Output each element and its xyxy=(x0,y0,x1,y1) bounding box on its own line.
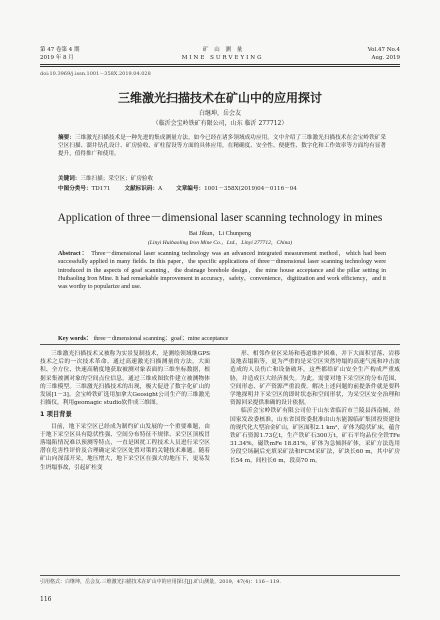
keywords-en-label: Key words： xyxy=(58,336,93,342)
footnote-rule xyxy=(40,575,400,576)
header-rule xyxy=(40,64,400,65)
journal-date: 2019 年 8 月 xyxy=(40,55,74,61)
class-no-label: 中图分类号： xyxy=(58,186,92,192)
article-no-value: 1001－358X(2019)04－0116－04 xyxy=(204,186,297,192)
body-rule xyxy=(40,344,400,345)
right-paragraph-2: 临沂会宝岭铁矿有限公司位于山东省临沂市兰陵县西南倾，经国家发改委核准，山东省国资委批准由山东能源临矿集团投资建设的现代化大型冶金矿山，矿区面积2.1 km²，矿体为隐伏矿床，蕴含铁矿石资源1.73亿t，生产铁矿石300万t，矿石平均品位全铁TFe 31.34%，磁铁mFe 18.81%，矿体为急倾斜矿体，采矿方法选用分段空场嗣后充填采矿法和FCM采矿法，矿块长60 m，其中矿房长54 m，间柱长6 m，段高70 m。 xyxy=(230,408,400,464)
article-no xyxy=(176,184,297,192)
journal-volume: 第 47 卷第 4 期 xyxy=(40,47,80,53)
citation-footnote: 引用格式：白继坤，岳会友.三维激光扫描技术在矿山中的应用探讨[J].矿山测量，2019，47(4)：116－119. xyxy=(40,579,281,585)
abstract-cn-text: 三维激光扫描技术是一种先进的集成测量方法，如今已经在诸多领域成功应用。文中介绍了三维激光扫描技术在会宝岭铁矿采空区扫描、溜井钻孔设计、矿房验收、矿柱留设等方面的具体应用，在精确度、安全性、便捷性、数字化和工作效率等方面均有显著提升，值得推广和使用。 xyxy=(58,135,386,158)
journal-date-en: Aug. 2019 xyxy=(371,55,400,61)
doc-code xyxy=(124,184,162,192)
title-en: Application of three－dimensional laser scanning technology in mines xyxy=(57,212,383,224)
keywords-en-text: three－dimensional scanning；goaf；mine acceptance xyxy=(93,336,229,342)
keywords-cn-text: 三维扫描；采空区；矿房验收 xyxy=(80,176,154,182)
abstract-cn-label: 摘要： xyxy=(58,135,75,141)
abstract-en-label: Abstract： xyxy=(58,251,89,257)
class-no-value: TD171 xyxy=(91,186,111,192)
left-paragraph-1: 三维激光扫描技术又被称为实景复制技术，是测绘领域继GPS技术之后的一次技术革命。通过高速激光扫描测量的方法，大面积、全方位、快速高精度地获取被测对象表面的三维坐标数据，根据采集被测对象的空间点位信息，通过三维成图软件建立被测物体的三维模型。三维激光扫描技术的出现，极大促进了数字化矿山的发展[1－3]。会宝岭铁矿选用加拿大Geosight公司生产的三维激光扫描仪，利用geomagic studio软件成三维图。 xyxy=(40,351,210,407)
keywords-cn-label: 关键词： xyxy=(58,176,81,182)
keywords-cn xyxy=(58,174,386,182)
journal-name-en: MINE SURVEYING xyxy=(181,55,264,61)
keywords-en xyxy=(58,333,386,342)
authors-cn: 白继坤，岳会友 xyxy=(198,110,241,117)
left-paragraph-2: 目前，地下采空区已经成为制约矿山发展的一个重要难题，由于地下采空区具有隐伏性强、空间分布特征不规律、采空区顶板冒落塌陷情况难以预测等特点，一直是困扰工程技术人员进行采空区潜在危害性评价及合理确定采空区处置对策的关键技术难题。随着矿山向深部开采，地压增大，地下采空区在强大的地压下，更易发生坍塌事故，引起矿柱变 xyxy=(40,423,210,471)
affiliation-cn: （临沂会宝岭铁矿有限公司，山东 临沂 277712） xyxy=(152,120,288,127)
abstract-en-text: Three－dimensional laser scanning technology was an advanced integrated measurement method，which had been successfully applied in many fields. In this paper，the specific applications of three－dimensional laser scanning technology were introduced in the aspects of goaf scanning，the drainage borehole design，the mine house acceptance and the pillar setting in Huibaoling Iron Mine. It had remarkable improvement in accuracy，safety，convenience，digitization and work efficiency，and it was worthy to popularize and use. xyxy=(58,251,386,291)
page-number: 116 xyxy=(40,596,52,603)
authors-en: Bai Jikun，Li Chunpeng xyxy=(188,230,252,237)
running-header xyxy=(40,46,400,62)
journal-name-cn: 矿 山 测 量 xyxy=(202,47,245,53)
journal-volume-en: Vol.47 No.4 xyxy=(367,47,400,53)
doc-code-value: A xyxy=(158,186,163,192)
header-rule-thin xyxy=(40,66,400,67)
right-paragraph-1: 形、相邻作业区采场和巷道维护困难，并下大面积冒落、岩移及地表塌陷等，更为严重的是采空区突然垮塌的高速气流和冲击波造成的人员伤亡和设备破坏，这些都给矿山安全生产构成严重威胁，并造成巨大经济损失。为此，需要对地下采空区的分布范围、空间形态、矿产资源严重浪费。解决上述问题的前提条件就是要科学地探明井下采空区的即时状态和空间形状，为采空区安全治理和资源回采提供准确的设计依据。 xyxy=(230,351,400,407)
doc-code-label: 文献标识码： xyxy=(124,186,159,192)
section-heading-1: 1 项目背景 xyxy=(40,411,72,419)
classification-row xyxy=(58,184,386,192)
doi: doi:10.3969/j.issn.1001－358X.2019.04.028 xyxy=(40,71,151,77)
class-no xyxy=(58,184,110,192)
body-right-column xyxy=(230,350,400,465)
abstract-en xyxy=(58,250,386,291)
article-no-label: 文章编号： xyxy=(176,186,205,192)
abstract-cn xyxy=(58,134,386,159)
affiliation-en: (Linyi Huibaoling Iron Mine Co.，Ltd.，Linyi 277712，China) xyxy=(147,240,293,246)
title-cn: 三维激光扫描技术在矿山中的应用探讨 xyxy=(117,91,322,105)
body-left-column xyxy=(40,350,210,472)
